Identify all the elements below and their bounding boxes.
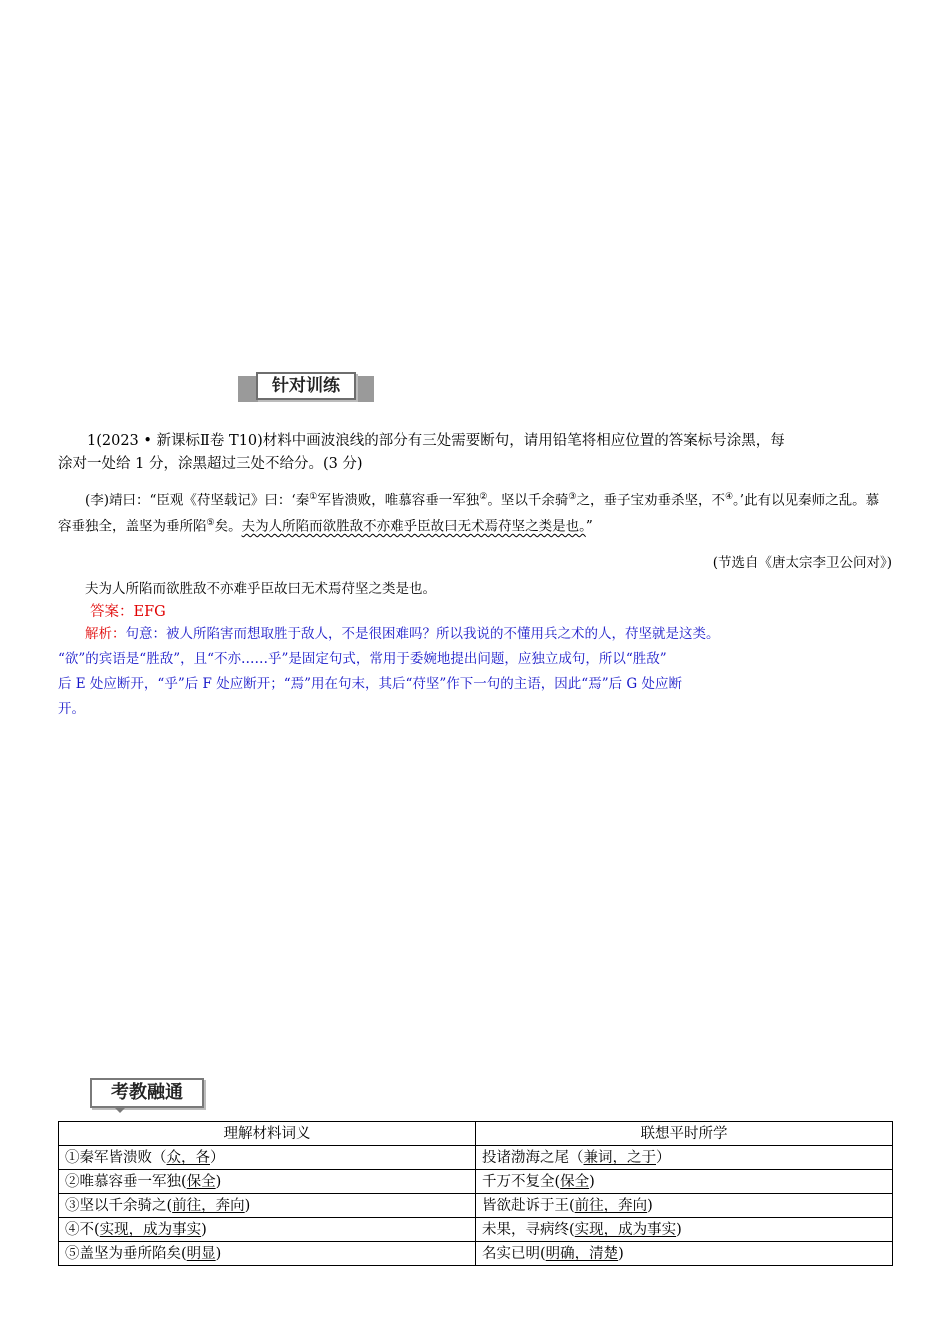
analysis-label: 解析：: [85, 626, 126, 642]
column-header: 联想平时所学: [476, 1122, 893, 1146]
passage-text: 。’此有以见秦师之乱。慕容垂独全，盖坚为垂所陷: [58, 492, 880, 534]
passage-text: 军皆溃败，唯慕容垂一军独: [317, 492, 480, 509]
passage-text: ”: [585, 518, 593, 534]
resolved-text: 夫为人所陷而欲胜敌不亦难乎臣故曰无术焉苻坚之类是也。: [85, 581, 436, 597]
table-cell: [476, 1146, 893, 1170]
blank-mark-1: ①: [309, 492, 318, 502]
cell-text: ⑤盖坚为垂所陷矣(: [65, 1245, 187, 1262]
cell-text: ): [215, 1245, 222, 1262]
table-row: [59, 1242, 893, 1266]
answer-value: EFG: [133, 604, 166, 620]
cell-text: ): [618, 1245, 624, 1262]
cell-text: ): [647, 1197, 653, 1214]
vocabulary-comparison-table: [58, 1121, 893, 1266]
resolved-sentence: [58, 578, 892, 600]
table-cell: [476, 1218, 893, 1242]
answer: [90, 601, 166, 623]
cell-meaning: 保全: [560, 1173, 590, 1190]
cell-meaning: 前往，奔向: [574, 1197, 648, 1214]
badge-pointer: [114, 1107, 126, 1113]
source-citation: (节选自《唐太宗李卫公问对》): [712, 555, 892, 571]
passage-text: 。坚以千余骑: [487, 492, 569, 509]
cell-meaning: 兼词，之于: [583, 1149, 656, 1166]
question-line-2: 涂对一处给 1 分，涂黑超过三处不给分。(3 分): [58, 456, 363, 472]
passage-paragraph: [58, 486, 892, 537]
analysis-line-1: [58, 622, 892, 647]
cell-text: ): [676, 1221, 682, 1238]
table-cell: [476, 1194, 893, 1218]
cell-text: ④不(: [65, 1221, 100, 1238]
table-cell: [59, 1194, 476, 1218]
table-cell: [59, 1242, 476, 1266]
cell-meaning: 前往，奔向: [172, 1197, 245, 1214]
cell-meaning: 明显: [186, 1245, 216, 1262]
question-line-1: 1(2023 • 新课标Ⅱ卷 T10)材料中画波浪线的部分有三处需要断句，请用铅笔将相应位置的答案标号涂黑，每: [87, 433, 785, 449]
passage-text: 矣。: [214, 518, 242, 534]
question-stem: [58, 430, 892, 476]
cell-meaning: 实现，成为事实: [574, 1221, 677, 1238]
cell-text: ③坚以千余骑之(: [65, 1197, 173, 1214]
cell-meaning: 众，各: [166, 1149, 210, 1166]
section-header-targeted-training: [238, 372, 374, 404]
cell-text: ): [201, 1221, 207, 1238]
cell-text: ): [589, 1173, 595, 1190]
cell-meaning: 明确，清楚: [545, 1245, 619, 1262]
cell-text: ）: [210, 1149, 225, 1166]
section-title: 考教融通: [90, 1078, 204, 1108]
table-cell: [59, 1170, 476, 1194]
blank-mark-5: ⑤: [206, 517, 215, 528]
analysis-line-3: 后 E 处应断开，“乎”后 F 处应断开；“焉”用在句末，其后“苻坚”作下一句的主语，因此“焉”后 G 处应断: [58, 676, 682, 692]
passage: [58, 486, 892, 537]
passage-text: (李)靖曰：“臣观《苻坚载记》曰：‘秦: [85, 492, 310, 509]
cell-text: ): [215, 1173, 222, 1190]
cell-text: ②唯慕容垂一军独(: [65, 1173, 187, 1190]
wavy-underlined-sentence: 夫为人所陷而欲胜敌不亦难乎臣故曰无术焉苻坚之类是也。: [241, 518, 586, 534]
analysis-line-4: 开。: [58, 701, 85, 717]
table-cell: [59, 1218, 476, 1242]
analysis: [58, 622, 892, 722]
table-cell: [476, 1170, 893, 1194]
table-cell: [59, 1146, 476, 1170]
answer-label: 答案：: [90, 604, 134, 620]
blank-mark-4: ④: [724, 492, 734, 502]
cell-text: ）: [656, 1149, 671, 1166]
cell-text: 未果，寻病终(: [482, 1221, 575, 1238]
cell-text: ①秦军皆溃败（: [65, 1149, 167, 1166]
cell-meaning: 保全: [186, 1173, 216, 1190]
table-header-row: [59, 1122, 893, 1146]
cell-text: ): [244, 1197, 251, 1214]
table-row: [59, 1170, 893, 1194]
section-title: 针对训练: [256, 372, 356, 400]
cell-text: 千万不复全(: [482, 1173, 561, 1190]
table-row: [59, 1146, 893, 1170]
table-row: [59, 1194, 893, 1218]
cell-meaning: 实现，成为事实: [99, 1221, 202, 1238]
table-row: [59, 1218, 893, 1242]
column-header: 理解材料词义: [59, 1122, 476, 1146]
analysis-line-2: “欲”的宾语是“胜敌”，且“不亦……乎”是固定句式，常用于委婉地提出问题，应独立成句，所以“胜敌”: [58, 651, 667, 667]
table-cell: [476, 1242, 893, 1266]
blank-mark-2: ②: [479, 492, 488, 502]
cell-text: 皆欲赴诉于王(: [482, 1197, 575, 1214]
analysis-text: 句意：被人所陷害而想取胜于敌人，不是很困难吗？所以我说的不懂用兵之术的人，苻坚就是这类。: [125, 626, 720, 642]
section-header-exam-teaching: [90, 1078, 206, 1114]
passage-text: 之，垂子宝劝垂杀坚，不: [576, 492, 725, 509]
cell-text: 名实已明(: [482, 1245, 546, 1262]
blank-mark-3: ③: [568, 492, 577, 502]
cell-text: 投诸渤海之尾（: [482, 1149, 584, 1166]
